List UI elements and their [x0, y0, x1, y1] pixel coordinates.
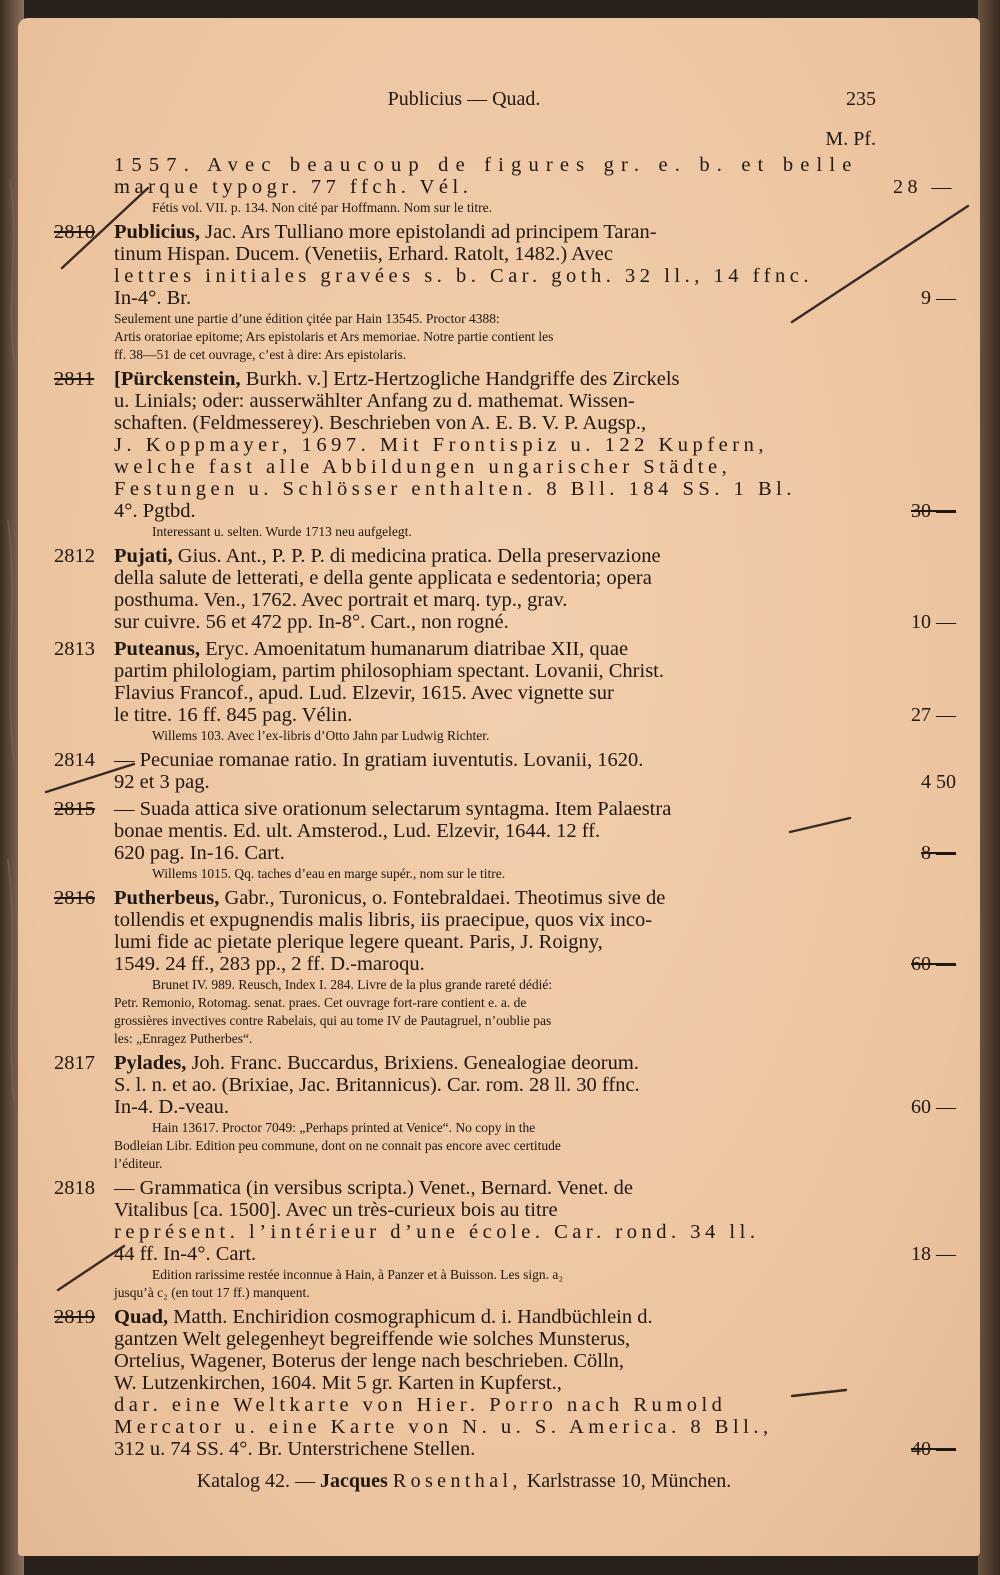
running-title: Publicius — Quad.: [387, 88, 541, 110]
entry-number: 2814: [54, 749, 95, 771]
entry-price: 60 —: [911, 953, 956, 975]
entry-price: 8 —: [921, 842, 956, 864]
entry-note: Petr. Remonio, Rotomag. senat. praes. Cet ouvrage fort-rare contient e. a. de: [114, 995, 527, 1010]
entry-line: 2816 Putherbeus, Gabr., Turonicus, o. Fontebraldaei. Theotimus sive de: [54, 887, 666, 909]
entry-number: 2810: [54, 221, 95, 243]
entry-note: Hain 13617. Proctor 7049: „Perhaps printed at Venice“. No copy in the: [152, 1120, 536, 1135]
entry-line: représent. l’intérieur d’une école. Car. rond. 34 ll.: [114, 1221, 760, 1243]
entry-line: Mercator u. eine Karte von N. u. S. America. 8 Bll.,: [114, 1416, 773, 1438]
entry-line: posthuma. Ven., 1762. Avec portrait et marq. typ., grav.: [114, 589, 568, 611]
entry-number: 2818: [54, 1177, 95, 1199]
entry-price: 18 —: [911, 1243, 956, 1265]
entry-line: J. Koppmayer, 1697. Mit Frontispiz u. 122 Kupfern,: [114, 434, 768, 456]
entry-note: Willems 103. Avec l’ex-libris d’Otto Jahn par Ludwig Richter.: [152, 728, 490, 743]
entry-price: 27 —: [911, 704, 956, 726]
entry-note: Artis oratoriae epitome; Ars epistolaris et Ars memoriae. Notre partie contient les: [114, 329, 554, 344]
entry-line: 2812 Pujati, Gius. Ant., P. P. P. di medicina pratica. Della preservazione: [54, 545, 661, 567]
entry-price: 30 —: [911, 500, 956, 522]
entry-line: In-4. D.-veau. 60 —: [114, 1096, 956, 1118]
entry-line: 2815 — Suada attica sive orationum selectarum syntagma. Item Palaestra: [54, 798, 672, 820]
entry-note: l’éditeur.: [114, 1156, 163, 1171]
footer-address: Karlstrasse 10, München.: [526, 1470, 732, 1492]
currency-header: M. Pf.: [825, 128, 876, 150]
catalog-entry: [54, 1177, 956, 1301]
entry-line: 2819 Quad, Matth. Enchiridion cosmographicum d. i. Handbüchlein d.: [54, 1306, 653, 1328]
page-edge: [978, 0, 1000, 1575]
page-content: [54, 88, 956, 1493]
entry-number: 2819: [54, 1306, 95, 1328]
catalog-entry: [54, 638, 956, 744]
footer-surname: Rosenthal,: [392, 1470, 522, 1492]
entry-note: Edition rarissime restée inconnue à Hain, à Panzer et à Buisson. Les sign. a₂: [152, 1267, 564, 1282]
entry-price: 60 —: [911, 1096, 956, 1118]
entry-author: Putherbeus,: [114, 887, 220, 909]
catalog-entry: [54, 368, 956, 540]
entry-price: 28 —: [892, 176, 956, 198]
entry-number: 2813: [54, 638, 95, 660]
entry-note: les: „Enragez Putherbes“.: [114, 1031, 253, 1046]
entry-line: le titre. 16 ff. 845 pag. Vélin. 27 —: [114, 704, 956, 726]
entry-price: 40 —: [911, 1438, 956, 1460]
entry-line: 2813 Puteanus, Eryc. Amoenitatum humanarum diatribae XII, quae: [54, 638, 629, 660]
entry-note: Brunet IV. 989. Reusch, Index I. 284. Livre de la plus grande rareté dédié:: [152, 977, 553, 992]
entry-line: marque typogr. 77 ffch. Vél. 28 —: [114, 176, 956, 198]
entry-note: jusqu’à c₂ (en tout 17 ff.) manquent.: [114, 1285, 310, 1300]
entry-line: lumi fide ac pietate plerique legere queant. Paris, J. Roigny,: [114, 931, 603, 953]
catalog-entry: [54, 1052, 956, 1172]
catalog-entry: [114, 154, 956, 216]
entry-line: della salute de letterati, e della gente applicata e sedentoria; opera: [114, 567, 652, 589]
entry-number: 2815: [54, 798, 95, 820]
entry-line: 2810 Publicius, Jac. Ars Tulliano more epistolandi ad principem Taran-: [54, 221, 657, 243]
entry-line: 44 ff. In-4°. Cart. 18 —: [114, 1243, 956, 1265]
entry-line: 1549. 24 ff., 283 pp., 2 ff. D.-maroqu. 60 —: [114, 953, 956, 975]
entry-number: 2816: [54, 887, 95, 909]
entry-line: schaften. (Feldmesserey). Beschrieben von A. E. B. V. P. Augsp.,: [114, 412, 647, 434]
catalog-entry: [54, 749, 956, 793]
entry-line: gantzen Welt gelegenheyt begreiffende wie solches Munsterus,: [114, 1328, 631, 1350]
footer-prefix: Katalog 42. —: [196, 1470, 316, 1492]
entry-line: welche fast alle Abbildungen ungarischer Städte,: [114, 456, 732, 478]
entry-line: 4°. Pgtbd. 30 —: [114, 500, 956, 522]
entry-line: 2817 Pylades, Joh. Franc. Buccardus, Brixiens. Genealogiae deorum.: [54, 1052, 639, 1074]
entry-author: Quad,: [114, 1306, 169, 1328]
entry-line: In-4°. Br. 9 —: [114, 287, 956, 309]
entry-line: sur cuivre. 56 et 472 pp. In-8°. Cart., non rogné. 10 —: [114, 611, 956, 633]
entry-line: tinum Hispan. Ducem. (Venetiis, Erhard. Ratolt, 1482.) Avec: [114, 243, 613, 265]
entry-author: Publicius,: [114, 221, 201, 243]
entry-line: Festungen u. Schlösser enthalten. 8 Bll. 184 SS. 1 Bl.: [114, 478, 797, 500]
entry-number: 2817: [54, 1052, 95, 1074]
entry-line: 2814 — Pecuniae romanae ratio. In gratiam iuventutis. Lovanii, 1620.: [54, 749, 644, 771]
catalog-entry: [54, 1306, 956, 1460]
entry-number: 2812: [54, 545, 95, 567]
entry-line: Vitalibus [ca. 1500]. Avec un très-curieux bois au titre: [114, 1199, 558, 1221]
entry-note: Bodleian Libr. Edition peu commune, dont on ne connait pas encore avec certitude: [114, 1138, 561, 1153]
entry-price: 10 —: [911, 611, 956, 633]
entry-line: Flavius Francof., apud. Lud. Elzevir, 1615. Avec vignette sur: [114, 682, 614, 704]
entry-line: bonae mentis. Ed. ult. Amsterod., Lud. Elzevir, 1644. 12 ff.: [114, 820, 601, 842]
entry-line: 620 pag. In-16. Cart. 8 —: [114, 842, 956, 864]
entry-author: [Pürckenstein,: [114, 368, 241, 390]
entry-note: Interessant u. selten. Wurde 1713 neu aufgelegt.: [152, 524, 412, 539]
catalog-entry: [54, 798, 956, 882]
catalog-entry: [54, 221, 956, 363]
entry-author: Pylades,: [114, 1052, 187, 1074]
entry-price: 4 50: [921, 771, 956, 793]
entry-author: Pujati,: [114, 545, 173, 567]
entry-line: tollendis et expugnendis malis libris, iis praecipue, quos vix inco-: [114, 909, 653, 931]
catalog-footer: [114, 1470, 814, 1493]
running-header: [114, 88, 876, 122]
entry-line: Ortelius, Wagener, Boterus der lenge nach beschrieben. Cölln,: [114, 1350, 625, 1372]
page-number: 235: [846, 88, 876, 110]
entry-note: Fétis vol. VII. p. 134. Non cité par Hoffmann. Nom sur le titre.: [152, 200, 492, 215]
entry-note: grossières invectives contre Rabelais, qui au tome IV de Pautagruel, n’oublie pas: [114, 1013, 552, 1028]
entry-number: 2811: [54, 368, 95, 390]
entry-price: 9 —: [921, 287, 956, 309]
entry-note: Seulement une partie d’une édition çitée par Hain 13545. Proctor 4388:: [114, 311, 500, 326]
entry-line: 312 u. 74 SS. 4°. Br. Unterstrichene Stellen. 40 —: [114, 1438, 956, 1460]
entry-line: S. l. n. et ao. (Brixiae, Jac. Britannicus). Car. rom. 28 ll. 30 ffnc.: [114, 1074, 640, 1096]
entry-line: 92 et 3 pag. 4 50: [114, 771, 956, 793]
entry-line: 1557. Avec beaucoup de figures gr. e. b. et belle: [114, 154, 859, 176]
entry-author: Puteanus,: [114, 638, 201, 660]
entry-line: W. Lutzenkirchen, 1604. Mit 5 gr. Karten in Kupferst.,: [114, 1372, 562, 1394]
footer-firm: Jacques: [320, 1470, 388, 1492]
catalog-page: [18, 18, 980, 1556]
entry-note: ff. 38—51 de cet ouvrage, c’est à dire: Ars epistolaris.: [114, 347, 407, 362]
catalog-entry: [54, 887, 956, 1047]
entry-line: lettres initiales gravées s. b. Car. goth. 32 ll., 14 ffnc.: [114, 265, 813, 287]
entry-line: dar. eine Weltkarte von Hier. Porro nach Rumold: [114, 1394, 727, 1416]
entry-line: 2818 — Grammatica (in versibus scripta.) Venet., Bernard. Venet. de: [54, 1177, 633, 1199]
entry-note: Willems 1015. Qq. taches d’eau en marge supér., nom sur le titre.: [152, 866, 506, 881]
catalog-entry: [54, 545, 956, 633]
entry-line: 2811 [Pürckenstein, Burkh. v.] Ertz-Hertzogliche Handgriffe des Zirckels: [54, 368, 680, 390]
entry-line: partim philologiam, partim philosophiam spectant. Lovanii, Christ.: [114, 660, 665, 682]
entry-line: u. Linials; oder: ausserwählter Anfang zu d. mathemat. Wissen-: [114, 390, 635, 412]
